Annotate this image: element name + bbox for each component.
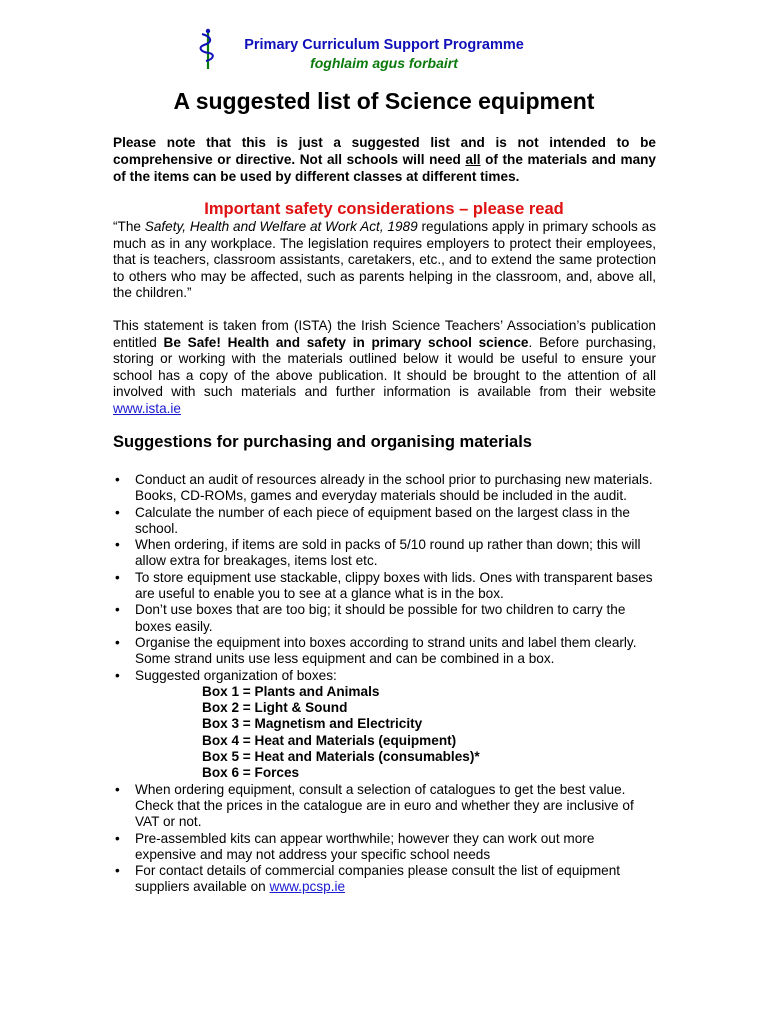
list-item-text: Pre-assembled kits can appear worthwhile; however they can work out more expensive and may not address your specific school needs — [135, 830, 595, 862]
act-name: Safety, Health and Welfare at Work Act, 1989 — [144, 219, 418, 234]
intro-note — [113, 134, 656, 185]
ista-website-link[interactable]: www.ista.ie — [113, 400, 181, 416]
box-item: Box 5 = Heat and Materials (consumables)* — [202, 749, 480, 765]
box-item: Box 3 = Magnetism and Electricity — [202, 716, 423, 732]
intro-part1: Please note that this is just a suggested list and is not intended to be comprehensive or directive. Not all schools will need — [113, 135, 656, 167]
bullet-icon: • — [115, 830, 120, 846]
intro-emphasis: all — [465, 152, 481, 167]
bullet-icon: • — [115, 602, 120, 618]
list-item-text: Conduct an audit of resources already in the school prior to purchasing new materials. Books, CD-ROMs, games and everyday materials should be included in the audit. — [135, 472, 653, 504]
list-item — [113, 782, 658, 831]
list-item-text: Calculate the number of each piece of equipment based on the largest class in the school. — [135, 504, 630, 536]
list-item — [113, 570, 658, 603]
bullet-icon: • — [115, 781, 120, 797]
list-item — [113, 602, 658, 635]
ista-statement — [113, 318, 656, 417]
intro-part2: of the materials and many of the items can be used by different classes at different times. — [113, 152, 656, 184]
header — [0, 37, 768, 72]
suggestions-heading: Suggestions for purchasing and organising materials — [113, 433, 532, 451]
statement-start: This statement is taken from (ISTA) the Irish Science Teachers’ Association’s publication entitled — [113, 318, 656, 350]
list-item — [113, 472, 658, 505]
list-item — [113, 668, 658, 782]
list-item-text: When ordering equipment, consult a selection of catalogues to get the best value. Check that the prices in the catalogue are in euro and whether they are inclusive of VAT or not. — [135, 781, 634, 830]
bullet-icon: • — [115, 863, 120, 879]
safety-heading: Important safety considerations – please read — [204, 200, 564, 218]
list-item — [113, 831, 658, 864]
list-item — [113, 505, 658, 538]
safety-quote — [113, 219, 656, 302]
organisation-tagline: foghlaim agus forbairt — [310, 55, 458, 71]
list-item — [113, 537, 658, 570]
quote-open: “The — [113, 219, 145, 234]
statement-end: . Before purchasing, storing or working with the materials outlined below it would be useful to ensure your school has a copy of the above publication. It should be brought to the attention of all involved with such materials and further information is available from their website — [113, 334, 656, 399]
suggestions-list — [113, 472, 658, 896]
box-item: Box 4 = Heat and Materials (equipment) — [202, 732, 457, 748]
list-item — [113, 863, 658, 896]
page-title: A suggested list of Science equipment — [173, 88, 595, 114]
box-item: Box 6 = Forces — [202, 765, 300, 781]
bullet-icon: • — [115, 634, 120, 650]
list-item-text: To store equipment use stackable, clippy boxes with lids. Ones with transparent bases are useful to enable you to see at a glance what is in the box. — [135, 569, 653, 602]
list-item-text: Organise the equipment into boxes according to strand units and label them clearly. Some strand units use less equipment and can be combined in a box. — [135, 634, 637, 667]
bullet-icon: • — [115, 537, 120, 553]
pcsp-website-link[interactable]: www.pcsp.ie — [269, 879, 346, 895]
box-item: Box 1 = Plants and Animals — [202, 683, 380, 699]
box-item: Box 2 = Light & Sound — [202, 700, 348, 716]
list-item-text: Don’t use boxes that are too big; it should be possible for two children to carry the boxes easily. — [135, 602, 626, 634]
bullet-icon: • — [115, 504, 120, 520]
quote-rest: regulations apply in primary schools as much as in any workplace. The legislation requires employers to protect their employees, that is teachers, classroom assistants, caretakers, etc., and to extend the same protection to others who may be affected, such as parents helping in the classroom, and, above all, the children.” — [113, 219, 656, 300]
organisation-name: Primary Curriculum Support Programme — [244, 37, 524, 53]
list-item — [113, 635, 658, 668]
list-item-text: When ordering, if items are sold in packs of 5/10 round up rather than down; this will allow extra for breakages, items lost etc. — [135, 537, 641, 569]
bullet-icon: • — [115, 472, 120, 487]
box-organization-list — [135, 684, 658, 782]
contact-text: For contact details of commercial companies please consult the list of equipment suppliers available on — [135, 863, 621, 895]
list-item-text: Suggested organization of boxes: — [135, 667, 337, 683]
bullet-icon: • — [115, 569, 120, 585]
bullet-icon: • — [115, 667, 120, 683]
publication-title: Be Safe! Health and safety in primary school science — [163, 334, 529, 350]
